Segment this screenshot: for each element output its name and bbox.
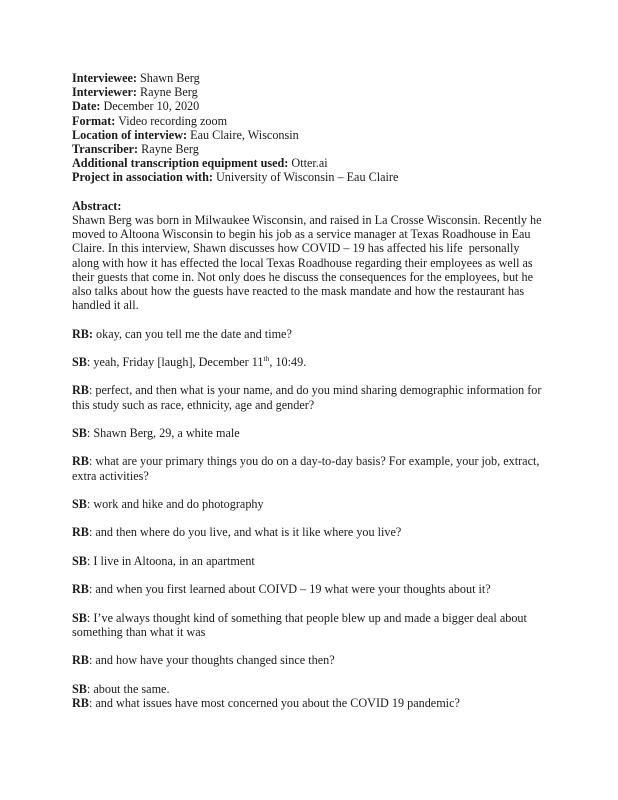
paragraph — [72, 114, 546, 128]
bold-label: RB — [72, 653, 89, 668]
line-text: University of Wisconsin – Eau Claire — [212, 170, 399, 185]
paragraph — [72, 156, 546, 170]
paragraph — [72, 682, 546, 696]
paragraph — [72, 582, 546, 596]
bold-label: Date: — [72, 99, 101, 114]
paragraph — [72, 99, 546, 113]
line-text: okay, can you tell me the date and time? — [93, 326, 292, 341]
bold-label: Additional transcription equipment used: — [72, 156, 289, 171]
dialogue-turn-block — [72, 682, 546, 710]
paragraph — [72, 170, 546, 184]
paragraph — [72, 199, 546, 213]
line-text: : work and hike and do photography — [86, 496, 264, 511]
line-text: : what are your primary things you do on a day-to-day basis? For example, your job, extract, extra activities? — [72, 454, 543, 483]
line-text: Eau Claire, Wisconsin — [187, 127, 299, 142]
bold-label: Interviewee: — [72, 71, 137, 85]
paragraph — [72, 696, 546, 710]
paragraph — [72, 213, 546, 312]
dialogue-turn-block — [72, 355, 546, 369]
paragraph — [72, 426, 546, 440]
paragraph — [72, 85, 546, 99]
line-text: December 10, 2020 — [100, 99, 200, 114]
line-text: Shawn Berg was born in Milwaukee Wisconsin, and raised in La Crosse Wisconsin. Recently he moved to Altoona Wisconsin to begin his job as a service manager at Texas Roadhouse in Eau Claire. In this interview, Shawn discusses how COVID – 19 has affected his life personally along with how it has effected the local Texas Roadhouse regarding their employees as well as their guests that come in. Not only does he discuss the consequences for the employees, but he also talks about how the guests have reacted to the mask mandate and how the restaurant has handled it all. — [72, 213, 545, 313]
line-text: Video recording zoom — [115, 113, 228, 128]
bold-label: SB — [72, 553, 87, 568]
metadata-block — [72, 71, 546, 185]
paragraph — [72, 142, 546, 156]
bold-label: Interviewer: — [72, 85, 137, 100]
line-text: Rayne Berg — [138, 142, 199, 157]
line-text: : I live in Altoona, in an apartment — [86, 553, 255, 568]
bold-label: SB — [72, 426, 87, 440]
line-text: : yeah, Friday [laugh], December 11th, 10:49. — [86, 353, 307, 370]
bold-label: Format: — [72, 113, 116, 128]
line-text: : perfect, and then what is your name, and do you mind sharing demographic information for this study such as race, ethnicity, age and gender? — [72, 383, 545, 412]
bold-label: RB — [72, 383, 89, 398]
dialogue-turn-block — [72, 582, 546, 596]
document-content — [72, 71, 546, 710]
bold-label: RB — [72, 695, 89, 710]
paragraph — [72, 355, 546, 369]
bold-label: RB — [72, 582, 89, 597]
bold-label: RB: — [72, 326, 93, 341]
line-text: Rayne Berg — [136, 85, 198, 100]
bold-label: SB — [72, 610, 87, 625]
dialogue-turn-block — [72, 497, 546, 511]
paragraph — [72, 71, 546, 85]
bold-label: Abstract: — [72, 198, 122, 213]
bold-label: SB — [72, 355, 87, 370]
bold-label: Transcriber: — [72, 142, 139, 157]
bold-label: RB — [72, 525, 89, 540]
paragraph — [72, 454, 546, 482]
paragraph — [72, 327, 546, 341]
line-text: : Shawn Berg, 29, a white male — [86, 426, 240, 440]
line-text: Shawn Berg — [136, 71, 200, 85]
bold-label: SB — [72, 681, 87, 696]
paragraph — [72, 653, 546, 667]
line-text: : and how have your thoughts changed since then? — [88, 653, 335, 668]
line-text: : and when you first learned about COIVD – 19 what were your thoughts about it? — [88, 582, 491, 597]
line-text: : and what issues have most concerned you about the COVID 19 pandemic? — [88, 695, 460, 710]
paragraph — [72, 611, 546, 639]
bold-label: Location of interview: — [72, 127, 188, 142]
dialogue-turn-block — [72, 383, 546, 411]
line-text: Otter.ai — [288, 156, 328, 171]
bold-label: SB — [72, 496, 87, 511]
dialogue-turn-block — [72, 525, 546, 539]
dialogue-turn-block — [72, 327, 546, 341]
dialogue-turn-block — [72, 554, 546, 568]
dialogue-turn-block — [72, 653, 546, 667]
paragraph — [72, 383, 546, 411]
abstract-block — [72, 199, 546, 313]
bold-label: Project in association with: — [72, 170, 213, 185]
line-text: : and then where do you live, and what is it like where you live? — [88, 525, 402, 540]
paragraph — [72, 497, 546, 511]
line-text: : about the same. — [86, 681, 170, 696]
paragraph — [72, 128, 546, 142]
dialogue-turn-block — [72, 454, 546, 482]
dialogue-turn-block — [72, 426, 546, 440]
dialogue-turn-block — [72, 611, 546, 639]
paragraph — [72, 525, 546, 539]
bold-label: RB — [72, 454, 89, 469]
paragraph — [72, 554, 546, 568]
line-text: : I’ve always thought kind of something that people blew up and made a bigger deal about something than what it was — [72, 610, 530, 639]
